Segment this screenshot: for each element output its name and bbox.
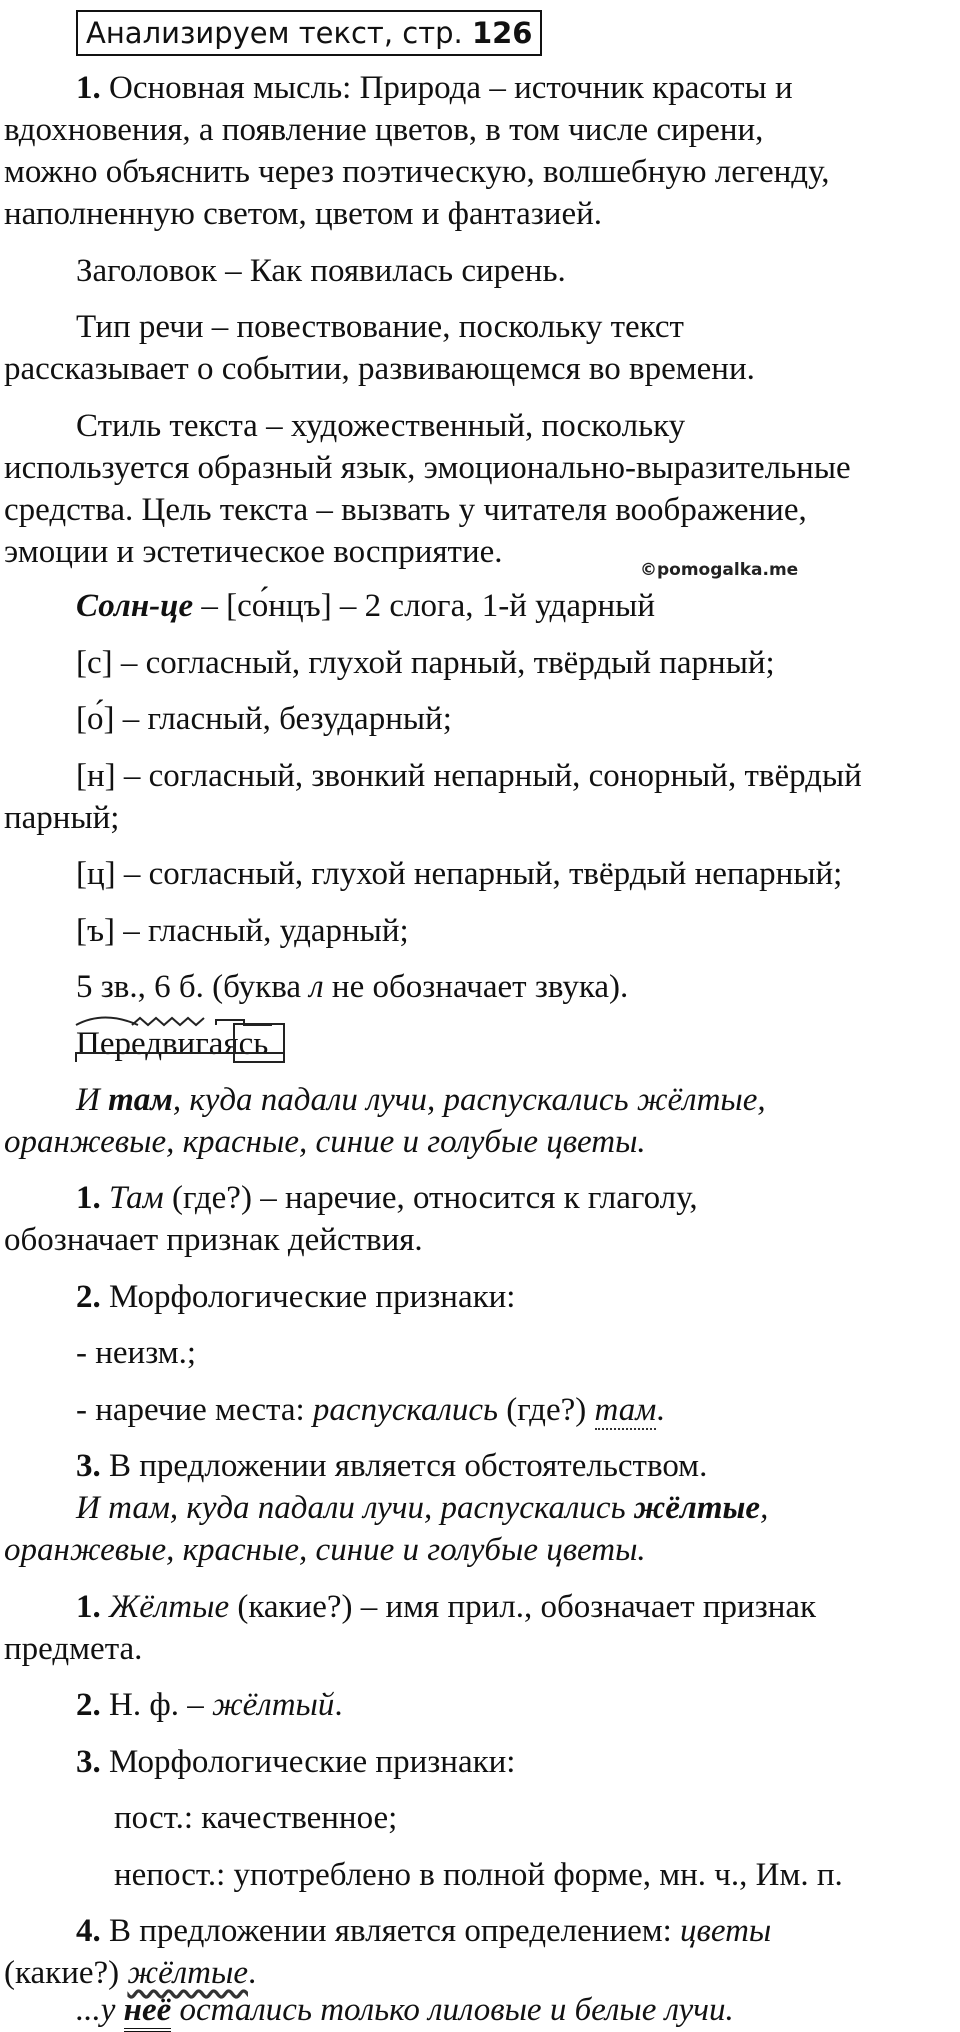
morphemic-word xyxy=(76,1024,268,1065)
period: . xyxy=(334,1687,343,1723)
sound-er: [ъ] – гласный, ударный; xyxy=(76,913,409,949)
title-line: Заголовок – Как появилась сирень. xyxy=(76,253,566,289)
sentence-target-word: жёлтые xyxy=(633,1490,761,1526)
period: . xyxy=(656,1392,665,1428)
sound-s: [с] – согласный, глухой парный, твёрдый парный; xyxy=(76,645,775,681)
speech-type-line-1: Тип речи – повествование, поскольку текст xyxy=(76,309,684,345)
adverb-point-3 xyxy=(76,1446,950,1487)
item-number: 3. xyxy=(76,1448,101,1484)
sentence-text: , xyxy=(760,1490,769,1526)
style-line-1: Стиль текста – художественный, поскольку xyxy=(76,408,686,444)
main-idea-line-2: вдохновения, а появление цветов, в том числе сирени, xyxy=(4,112,764,148)
point-text: Н. ф. – xyxy=(100,1687,212,1723)
page-header xyxy=(76,10,542,56)
sentence-text: , куда падали лучи, распускались жёлтые, xyxy=(172,1082,766,1118)
sentence-text: ...у xyxy=(76,1992,124,2028)
point-text: В предложении является обстоятельством. xyxy=(100,1448,708,1484)
sentence-text: И xyxy=(76,1082,109,1118)
adverb-point-2 xyxy=(76,1277,950,1318)
main-idea-line-4: наполненную светом, цветом и фантазией. xyxy=(4,196,603,232)
feature-text: - наречие места: xyxy=(76,1392,313,1428)
phonetic-word: Солн-це xyxy=(76,588,194,624)
root-mark xyxy=(132,1018,204,1025)
verb-word: распускались xyxy=(312,1392,499,1428)
question-text: (какие?) xyxy=(4,1955,128,1991)
point-text: В предложении является определением: xyxy=(100,1913,681,1949)
count-letter: л xyxy=(309,969,324,1005)
main-idea-line-1 xyxy=(76,68,950,109)
adjective-constant-features: пост.: качественное; xyxy=(114,1800,398,1836)
phonetic-transcription: – [со́нцъ] – 2 слога, 1-й ударный xyxy=(193,588,655,624)
header-page-number: 126 xyxy=(471,16,533,50)
adverb-point-1 xyxy=(76,1178,950,1219)
adverb-point-1-line-2: обозначает признак действия. xyxy=(4,1222,423,1258)
main-idea-line-3: можно объяснить через поэтическую, волшебную легенду, xyxy=(4,154,830,190)
initial-form: жёлтый xyxy=(211,1687,335,1723)
item-number: 2. xyxy=(76,1279,101,1315)
adjective-word: Жёлтые xyxy=(109,1589,230,1625)
main-idea-text: Основная мысль: Природа – источник красоты и xyxy=(109,70,793,106)
stem-mark xyxy=(76,1053,284,1062)
item-number: 1. xyxy=(76,70,101,106)
adjective-sentence-line-2: оранжевые, красные, синие и голубые цветы. xyxy=(4,1532,646,1568)
sounds-letters-count xyxy=(76,967,950,1008)
adjective-point-3 xyxy=(76,1742,950,1783)
style-line-2: используется образный язык, эмоционально-выразительные xyxy=(4,450,851,486)
count-text-end: не обозначает звука). xyxy=(323,969,629,1005)
sentence-text: И там, куда падали лучи, распускались xyxy=(76,1490,634,1526)
style-line-3: средства. Цель текста – вызвать у читателя воображение, xyxy=(4,492,807,528)
point-text: Морфологические признаки: xyxy=(100,1279,516,1315)
adverb-feature-a: - неизм.; xyxy=(76,1335,197,1371)
item-number: 3. xyxy=(76,1744,101,1780)
morphemic-analysis xyxy=(76,1024,950,1065)
adjective-point-1-line-2: предмета. xyxy=(4,1631,143,1667)
adverb-sentence-line-1 xyxy=(76,1080,950,1121)
question-text: (где?) xyxy=(498,1392,595,1428)
watermark: ©pomogalka.me xyxy=(640,560,799,580)
sound-n-line-2: парный; xyxy=(4,800,120,836)
adjective-variable-features: непост.: употреблено в полной форме, мн. ч., Им. п. xyxy=(114,1857,843,1893)
item-number: 1. xyxy=(76,1180,101,1216)
item-number: 2. xyxy=(76,1687,101,1723)
phonetic-heading xyxy=(76,586,950,627)
adjective-sentence-line-1 xyxy=(76,1488,950,1529)
speech-type-line-2: рассказывает о событии, развивающемся во времени. xyxy=(4,351,755,387)
postfix-box xyxy=(234,1024,284,1062)
sentence-target-word: неё xyxy=(124,1992,172,2032)
adjective-point-1 xyxy=(76,1587,950,1628)
sound-o: [о́] – гласный, безударный; xyxy=(76,701,452,737)
point-text: (где?) – наречие, относится к глаголу, xyxy=(163,1180,698,1216)
adjective-point-2 xyxy=(76,1685,950,1726)
attribute-underlined: жёлтые xyxy=(127,1955,248,1991)
pronoun-sentence xyxy=(76,1990,950,2031)
morpheme-marks xyxy=(76,1012,286,1072)
adverb-word: Там xyxy=(109,1180,164,1216)
sentence-text: остались только лиловые и белые лучи. xyxy=(171,1992,734,2028)
header-title: Анализируем текст, стр. xyxy=(86,16,463,50)
item-number: 4. xyxy=(76,1913,101,1949)
adjective-point-4 xyxy=(76,1911,950,1952)
sound-n-line-1: [н] – согласный, звонкий непарный, сонорный, твёрдый xyxy=(76,758,862,794)
style-line-4: эмоции и эстетическое восприятие. xyxy=(4,534,503,570)
adverbial-underlined: там xyxy=(594,1392,657,1428)
adverb-sentence-line-2: оранжевые, красные, синие и голубые цветы. xyxy=(4,1124,646,1160)
period: . xyxy=(247,1955,257,1991)
sound-ts: [ц] – согласный, глухой непарный, твёрдый непарный; xyxy=(76,856,843,892)
prefix-mark xyxy=(76,1018,138,1026)
item-number: 1. xyxy=(76,1589,101,1625)
noun-word: цветы xyxy=(680,1913,772,1949)
adverb-feature-b xyxy=(76,1390,950,1431)
morphemic-word-text: Передвигаясь xyxy=(76,1026,269,1062)
point-text: (какие?) – имя прил., обозначает признак xyxy=(229,1589,817,1625)
count-text: 5 зв., 6 б. (буква xyxy=(76,969,310,1005)
adjective-point-4-line-2 xyxy=(4,1953,950,1994)
sentence-target-word: там xyxy=(108,1082,173,1118)
point-text: Морфологические признаки: xyxy=(100,1744,516,1780)
